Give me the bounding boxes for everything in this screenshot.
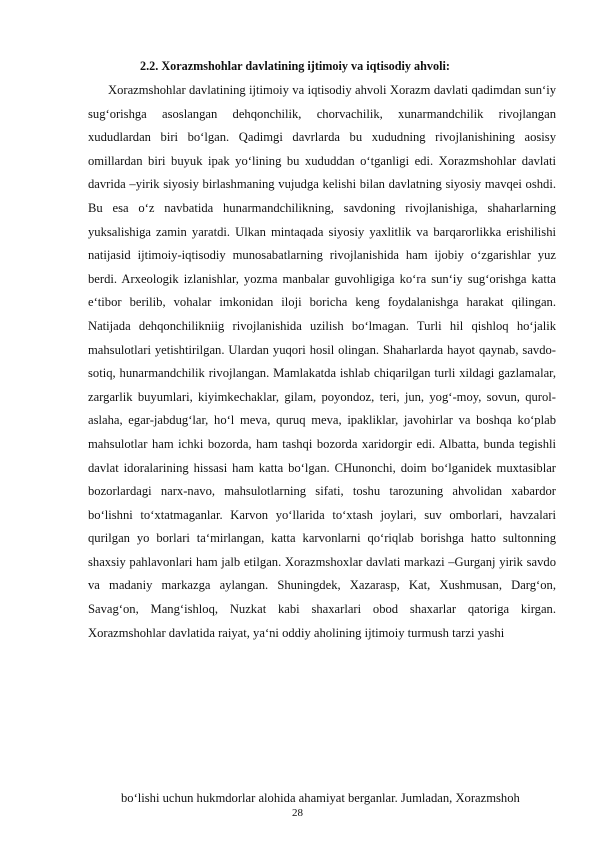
page-number: 28 — [292, 807, 303, 819]
body-paragraph-container — [88, 79, 556, 645]
section-heading: 2.2. Xorazmshohlar davlatining ijtimoiy va iqtisodiy ahvoli: — [140, 59, 450, 73]
body-paragraph: Xorazmshohlar davlatining ijtimoiy va iqtisodiy ahvoli Xorazm davlati qadimdan sun‘iy sug‘orishga asoslangan dehqonchilik, chorvachilik, xunarmandchilik rivojlangan xududlardan biri bo‘lgan. Qadimgi davrlarda bu xududning rivojlanishining aosisy omillardan biri buyuk ipak yo‘lining bu xududdan o‘tganligi edi. Xorazmshohlar davlati davrida –yirik siyosiy birlashmaning vujudga kelishi bilan davlatning siyosiy mavqei oshdi. Bu esa o‘z navbatida hunarmandchilikning, savdoning rivojlanishiga, shaharlarning yuksalishiga zamin yaratdi. Ulkan mintaqada siyosiy yaxlitlik va barqarorlikka erishilishi natijasid ijtimoiy-iqtisodiy munosabatlarning rivojlanishida ham ijobiy o‘zgarishlar yuz berdi. Arxeologik izlanishlar, yozma manbalar guvohligiga ko‘ra sun‘iy sug‘orishga katta e‘tibor berilib, vohalar imkonidan iloji boricha keng foydalanishga harakat qilingan. Natijada dehqonchilikniig rivojlanishida uzilish bo‘lmagan. Turli hil qishloq ho‘jalik mahsulotlari yetishtirilgan. Ulardan yuqori hosil olingan. Shaharlarda hayot qaynab, savdo-sotiq, hunarmandchilik rivojlangan. Mamlakatda ishlab chiqarilgan turli xildagi gazlamalar, zargarlik buyumlari, kiyimkechaklar, gilam, poyondoz, teri, jun, yog‘-moy, sovun, qurol-aslaha, egar-jabdug‘lar, ho‘l meva, quruq meva, ipakliklar, javohirlar va boshqa ko‘plab mahsulotlar ham ichki bozorda, ham tashqi bozorda xaridorgir edi. Albatta, bunda tegishli davlat idoralarining hissasi ham katta bo‘lgan. CHunonchi, doim bo‘lganidek muxtasiblar bozorlardagi narx-navo, mahsulotlarning sifati, toshu tarozuning ahvolidan xabardor bo‘lishni to‘xtatmaganlar. Karvon yo‘llarida to‘xtash joylari, suv omborlari, havzalari qurilgan yo borlari ta‘mirlangan, katta karvonlarni qo‘riqlab borishga hatto sultonning shaxsiy pahlavonlari ham jalb etilgan. Xorazmshoxlar davlati markazi –Gurganj yirik savdo va madaniy markazga aylangan. Shuningdek, Xazarasp, Kat, Xushmusan, Darg‘on, Savag‘on, Mang‘ishloq, Nuzkat kabi shaxarlari obod shaxarlar qatoriga kirgan. Xorazmshohlar davlatida raiyat, ya‘ni oddiy aholining ijtimoiy turmush tarzi yashi — [88, 83, 556, 640]
continuation-paragraph: bo‘lishi uchun hukmdorlar alohida ahamiyat berganlar. Jumladan, Xorazmshoh — [121, 791, 520, 805]
